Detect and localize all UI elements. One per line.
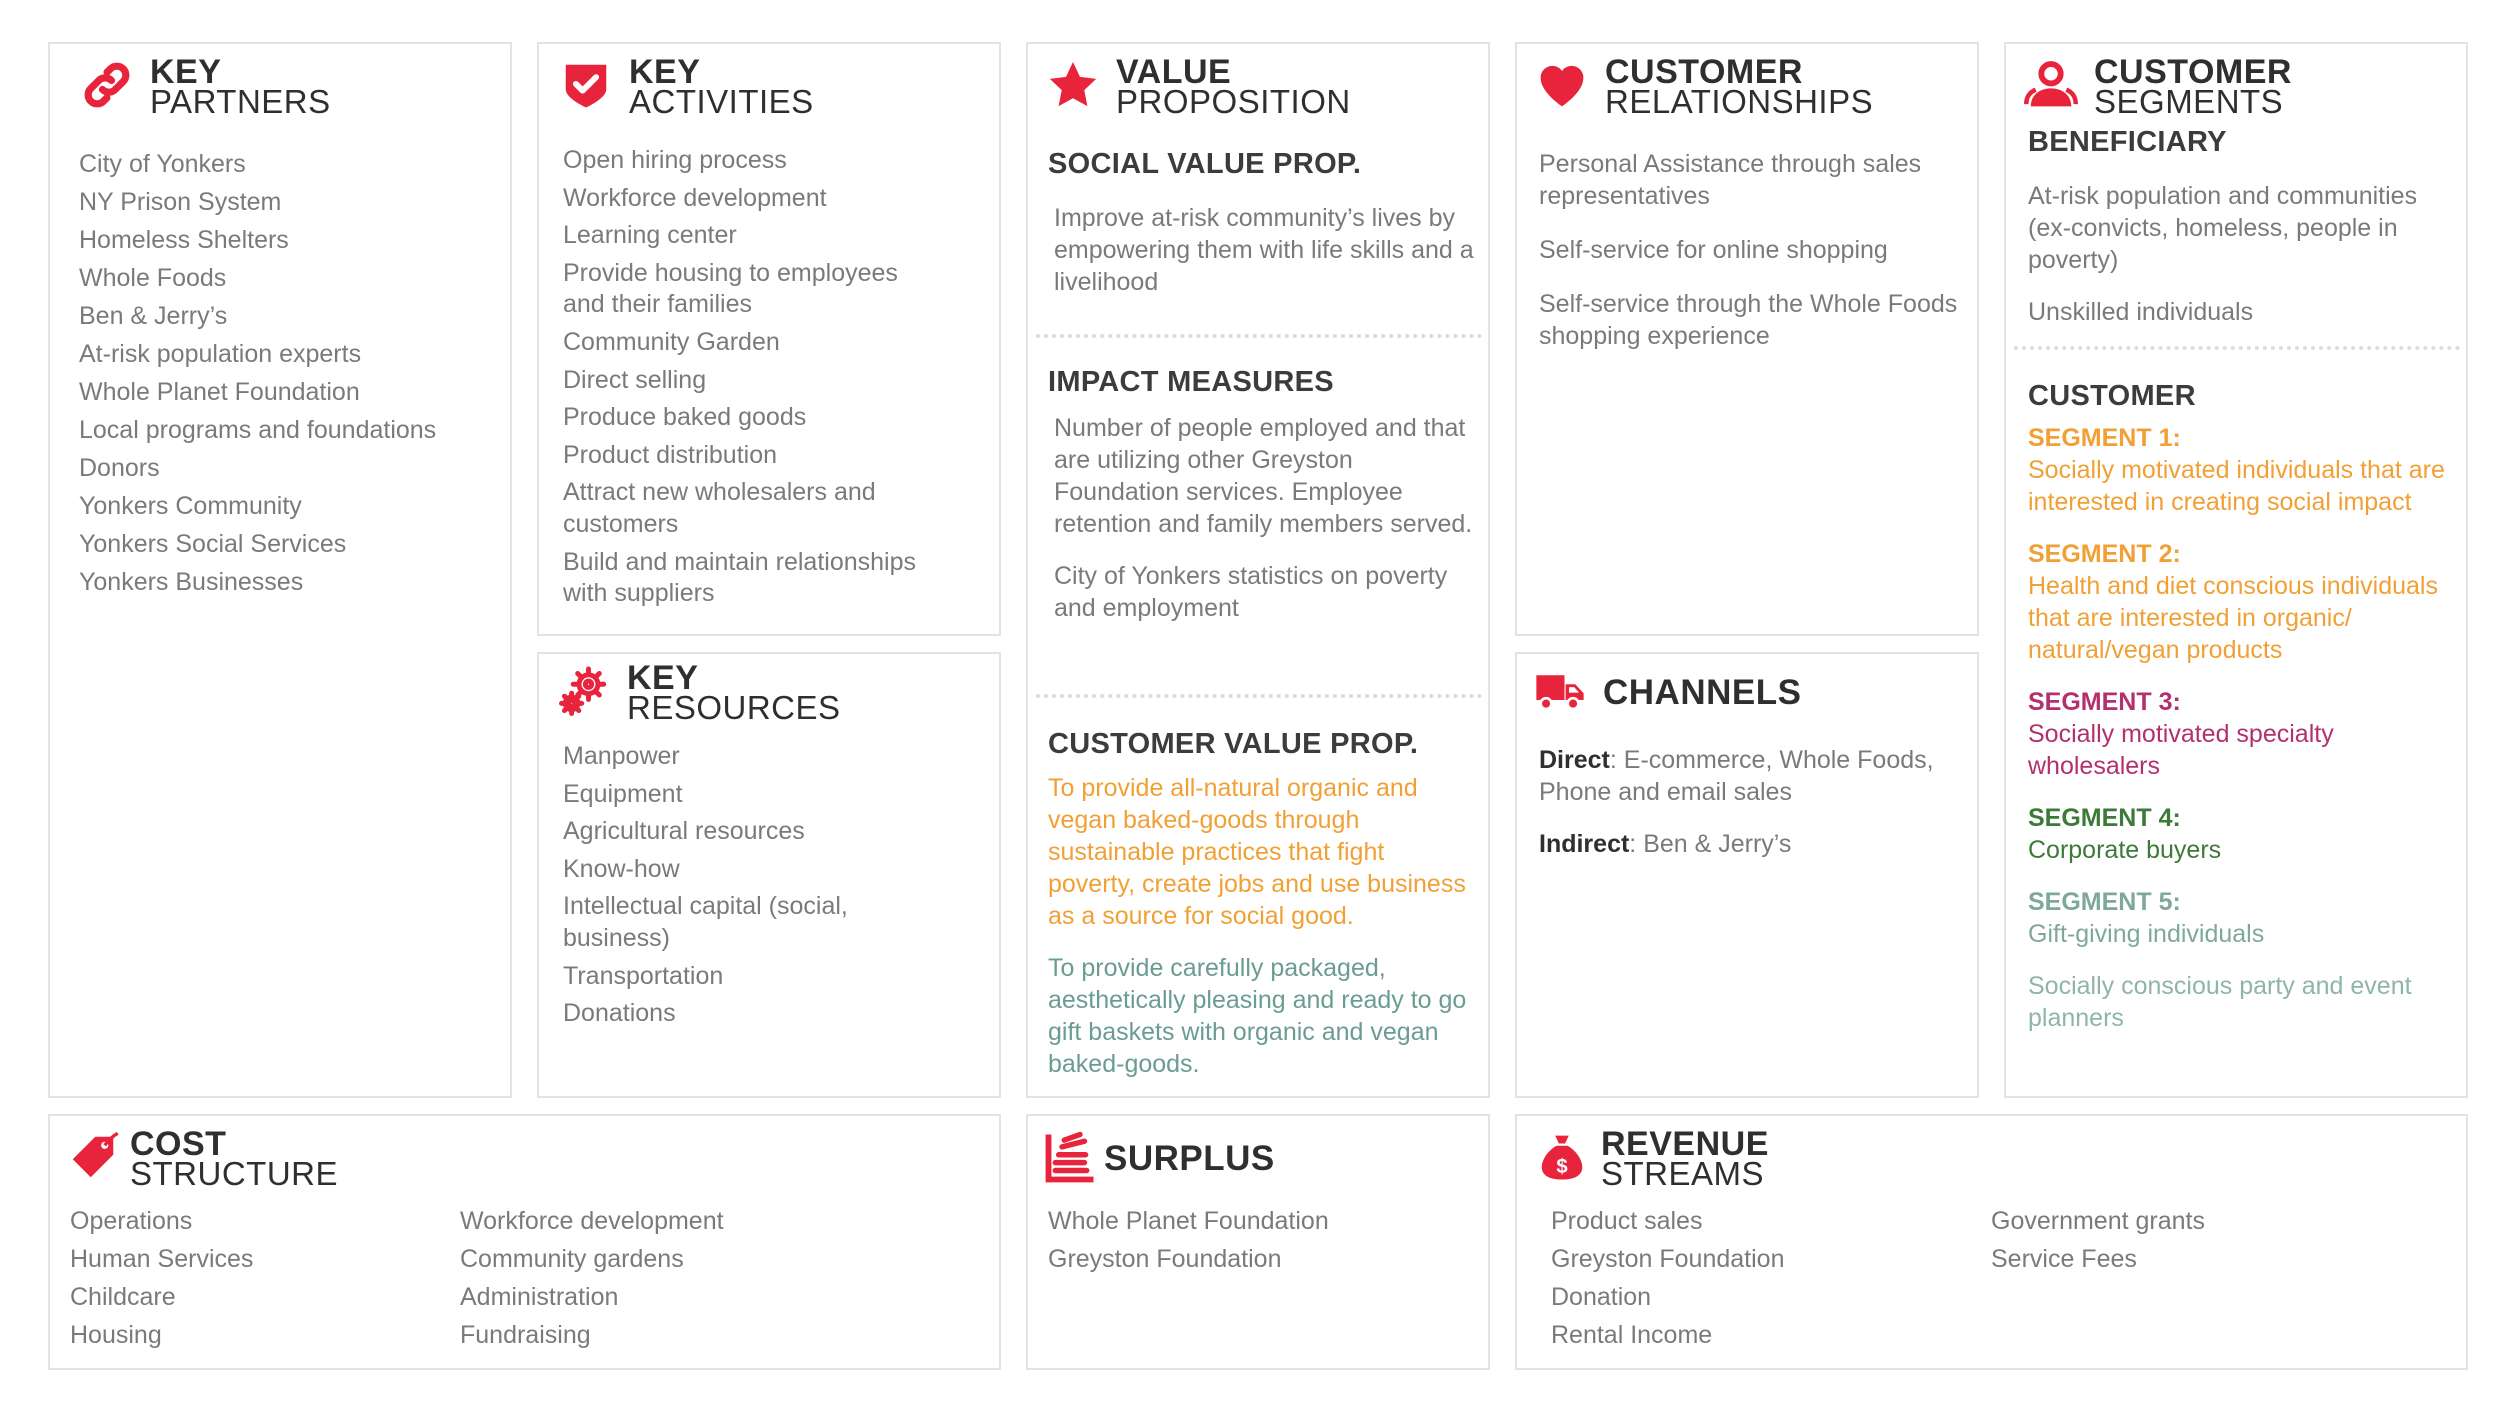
list-item: Build and maintain relationships xyxy=(563,547,916,576)
customer-value-text: To provide all-natural organic and vegan baked-goods through sustainable practices that fight poverty, create jobs and use business as a source for social good. To provide carefully packaged, aesthetically pleasing and ready to go gift baskets with organic and vegan baked-goods. xyxy=(1048,774,1467,1078)
svg-text:$: $ xyxy=(1556,1155,1568,1178)
list-item: customers xyxy=(563,509,679,538)
list-item: Open hiring process xyxy=(563,146,787,174)
list-item: NY Prison System xyxy=(79,188,282,216)
list-item: Government grants xyxy=(1991,1207,2205,1235)
list-item: and their families xyxy=(563,290,752,319)
list-item: Direct selling xyxy=(563,365,707,394)
key-activities-list xyxy=(563,145,916,610)
gears-icon xyxy=(555,662,613,720)
link-icon xyxy=(78,56,136,114)
customer-value-heading: CUSTOMER VALUE PROP. xyxy=(1048,728,1419,760)
list-item: Community gardens xyxy=(460,1245,684,1273)
channels-list xyxy=(1539,744,1969,882)
key-partners-list xyxy=(79,145,436,601)
cost-structure-title: COST STRUCTURE xyxy=(130,1125,338,1192)
surplus-header xyxy=(1042,1128,1275,1186)
divider xyxy=(2014,346,2460,350)
list-item: City of Yonkers xyxy=(79,150,246,178)
key-activities-header xyxy=(557,53,814,120)
list-item: business) xyxy=(563,923,670,952)
indirect-channel: Indirect: Ben & Jerry’s xyxy=(1539,830,1792,858)
direct-channel: Direct: E-commerce, Whole Foods, Phone and email sales xyxy=(1539,746,1934,806)
key-resources-title: KEY RESOURCES xyxy=(627,659,841,726)
customer-segments-header xyxy=(2022,53,2292,120)
key-resources-box xyxy=(537,652,1001,1098)
channels-box xyxy=(1515,652,1979,1098)
list-item: Manpower xyxy=(563,742,680,770)
surplus-box xyxy=(1026,1114,1490,1370)
cost-structure-col2 xyxy=(460,1202,724,1354)
customer-relationships-list xyxy=(1539,148,1959,374)
list-item: Administration xyxy=(460,1283,619,1311)
list-item: Local programs and foundations xyxy=(79,416,437,444)
key-partners-title: KEY PARTNERS xyxy=(150,53,331,120)
list-item: Homeless Shelters xyxy=(79,226,289,254)
star-icon xyxy=(1044,56,1102,114)
customer-segments-box xyxy=(2004,42,2468,1098)
list-item: Greyston Foundation xyxy=(1048,1245,1282,1273)
social-value-heading: SOCIAL VALUE PROP. xyxy=(1048,148,1362,180)
truck-icon xyxy=(1531,662,1589,720)
list-item: Housing xyxy=(70,1321,162,1349)
list-item: Yonkers Community xyxy=(79,492,302,520)
divider xyxy=(1036,694,1482,698)
list-item: Agricultural resources xyxy=(563,817,805,846)
cost-structure-col1 xyxy=(70,1202,253,1354)
channels-header xyxy=(1531,662,1801,720)
customer-relationships-header xyxy=(1533,53,1874,120)
surplus-title: SURPLUS xyxy=(1104,1139,1275,1178)
list-item: Product distribution xyxy=(563,440,778,469)
list-item: Intellectual capital (social, xyxy=(563,892,848,921)
users-icon xyxy=(2022,56,2080,114)
revenue-streams-title: REVENUE STREAMS xyxy=(1601,1125,1769,1192)
surplus-list xyxy=(1048,1202,1329,1278)
list-item: Ben & Jerry’s xyxy=(79,302,228,330)
segment-extra: Socially conscious party and event planners xyxy=(2028,972,2412,1032)
segment-2: SEGMENT 2: Health and diet conscious individuals that are interested in organic/ natural/vegan products xyxy=(2028,540,2438,664)
price-tag-icon xyxy=(64,1128,122,1186)
customer-segments-title: CUSTOMER SEGMENTS xyxy=(2094,53,2292,120)
social-value-text: Improve at-risk community’s lives by empowering them with life skills and a livelihood xyxy=(1054,204,1474,296)
cost-structure-box xyxy=(48,1114,1001,1370)
list-item: Yonkers Social Services xyxy=(79,530,347,558)
list-item: Equipment xyxy=(563,779,683,808)
list-item: Whole Planet Foundation xyxy=(79,378,360,406)
segments-list xyxy=(2028,422,2466,1054)
divider xyxy=(1036,334,1482,338)
beneficiary-text: At-risk population and communities (ex-convicts, homeless, people in poverty) Unskilled individuals xyxy=(2028,182,2418,326)
list-item: Rental Income xyxy=(1551,1321,1713,1349)
list-item: Fundraising xyxy=(460,1321,591,1349)
money-bag-icon xyxy=(1533,1128,1591,1186)
customer-relationships-box xyxy=(1515,42,1979,636)
list-item: Learning center xyxy=(563,221,737,250)
list-item: Workforce development xyxy=(460,1207,724,1235)
customer-heading: CUSTOMER xyxy=(2028,380,2196,412)
revenue-streams-col1 xyxy=(1551,1202,1784,1354)
impact-measures-text: Number of people employed and that are utilizing other Greyston Foundation services. Employee retention and family members served. City of Yonkers statistics on poverty and employment xyxy=(1054,414,1473,622)
segment-3: SEGMENT 3: Socially motivated specialty wholesalers xyxy=(2028,688,2334,780)
key-activities-title: KEY ACTIVITIES xyxy=(629,53,814,120)
check-shield-icon xyxy=(557,56,615,114)
heart-icon xyxy=(1533,56,1591,114)
list-item: Whole Foods xyxy=(79,264,227,292)
list-item: Operations xyxy=(70,1207,193,1235)
list-item: Greyston Foundation xyxy=(1551,1245,1785,1273)
list-item: Provide housing to employees xyxy=(563,258,898,287)
list-item: Self-service through the Whole Foods shopping experience xyxy=(1539,290,1958,350)
revenue-streams-header xyxy=(1533,1125,1769,1192)
beneficiary-heading: BENEFICIARY xyxy=(2028,126,2227,158)
value-proposition-header xyxy=(1044,53,1351,120)
list-item: Attract new wholesalers and xyxy=(563,478,876,507)
list-item: Transportation xyxy=(563,961,724,990)
key-resources-list xyxy=(563,741,848,1030)
list-item: Workforce development xyxy=(563,183,827,212)
segment-4: SEGMENT 4: Corporate buyers xyxy=(2028,804,2222,864)
revenue-streams-col2 xyxy=(1991,1202,2205,1278)
stacked-lines-icon xyxy=(1042,1128,1100,1186)
segment-5: SEGMENT 5: Gift-giving individuals xyxy=(2028,888,2265,948)
cost-structure-header xyxy=(64,1125,338,1192)
impact-measures-heading: IMPACT MEASURES xyxy=(1048,366,1334,398)
list-item: Community Garden xyxy=(563,327,780,356)
list-item: Know-how xyxy=(563,854,680,883)
list-item: Human Services xyxy=(70,1245,254,1273)
list-item: Service Fees xyxy=(1991,1245,2137,1273)
segment-1: SEGMENT 1: Socially motivated individuals that are interested in creating social impact xyxy=(2028,424,2445,516)
list-item: with suppliers xyxy=(563,579,715,608)
list-item: Yonkers Businesses xyxy=(79,568,304,596)
key-partners-box xyxy=(48,42,512,1098)
list-item: Childcare xyxy=(70,1283,176,1311)
list-item: Donors xyxy=(79,454,160,482)
customer-relationships-title: CUSTOMER RELATIONSHIPS xyxy=(1605,53,1874,120)
value-proposition-box xyxy=(1026,42,1490,1098)
key-activities-box xyxy=(537,42,1001,636)
list-item: Self-service for online shopping xyxy=(1539,236,1888,264)
list-item: Product sales xyxy=(1551,1207,1703,1235)
value-proposition-title: VALUE PROPOSITION xyxy=(1116,53,1351,120)
key-resources-header xyxy=(555,659,841,726)
key-partners-header xyxy=(78,53,331,120)
list-item: Donation xyxy=(1551,1283,1652,1311)
revenue-streams-box xyxy=(1515,1114,2468,1370)
channels-title: CHANNELS xyxy=(1603,673,1802,712)
list-item: Personal Assistance through sales representatives xyxy=(1539,150,1922,210)
list-item: Donations xyxy=(563,999,676,1028)
list-item: Whole Planet Foundation xyxy=(1048,1207,1329,1235)
list-item: At-risk population experts xyxy=(79,340,362,368)
list-item: Produce baked goods xyxy=(563,403,807,432)
